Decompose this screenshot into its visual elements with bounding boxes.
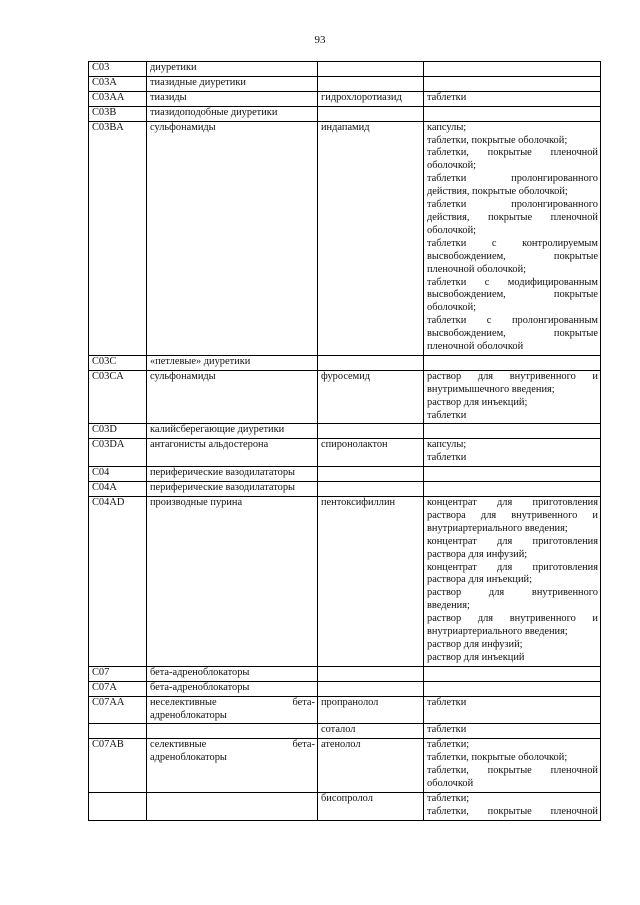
dosage-form-line: введения; bbox=[427, 600, 470, 612]
group-name-line: селективные бета- bbox=[150, 739, 315, 751]
dosage-form-line: высвобождением, покрытые bbox=[427, 250, 598, 262]
group-name-line: производные пурина bbox=[150, 497, 243, 508]
drug-name-cell: пропранолол bbox=[318, 696, 424, 724]
drug-name-cell: индапамид bbox=[318, 121, 424, 355]
dosage-form-line: таблетки, покрытые оболочкой; bbox=[427, 752, 568, 764]
dosage-form-line: таблетки, покрытые оболочкой; bbox=[427, 134, 568, 146]
table-row bbox=[89, 696, 601, 724]
dosage-form-line: таблетки с пролонгированным bbox=[427, 315, 598, 327]
table-body bbox=[89, 62, 601, 821]
group-name-cell bbox=[147, 424, 318, 439]
table-row bbox=[89, 681, 601, 696]
dosage-form-line: внутриартериального введения; bbox=[427, 522, 568, 534]
table-row bbox=[89, 91, 601, 106]
atc-code-cell: C07AB bbox=[89, 739, 147, 793]
drug-name-cell bbox=[318, 355, 424, 370]
dosage-form-cell bbox=[424, 482, 601, 497]
dosage-form-cell bbox=[424, 439, 601, 467]
dosage-form-line: таблетки с контролируемым bbox=[427, 237, 598, 249]
dosage-form-line: таблетки bbox=[427, 724, 467, 736]
dosage-form-cell bbox=[424, 724, 601, 739]
drug-name-cell: соталол bbox=[318, 724, 424, 739]
atc-code-cell: C03D bbox=[89, 424, 147, 439]
dosage-form-cell bbox=[424, 696, 601, 724]
dosage-form-line: раствор для внутривенного bbox=[427, 587, 598, 599]
drug-name-cell bbox=[318, 106, 424, 121]
group-name-line: бета-адреноблокаторы bbox=[150, 681, 250, 693]
dosage-form-line: действия, покрытые оболочкой; bbox=[427, 186, 568, 198]
page-number: 93 bbox=[314, 34, 326, 46]
atc-code-cell: C07AA bbox=[89, 696, 147, 724]
dosage-form-cell bbox=[424, 467, 601, 482]
dosage-form-line: оболочкой; bbox=[427, 224, 477, 236]
atc-code-cell: C03CA bbox=[89, 370, 147, 424]
dosage-form-line: раствор для инфузий; bbox=[427, 638, 523, 650]
drug-name-cell bbox=[318, 681, 424, 696]
group-name-cell bbox=[147, 696, 318, 724]
dosage-form-cell bbox=[424, 370, 601, 424]
drug-name-cell bbox=[318, 666, 424, 681]
dosage-form-line: высвобождением, покрытые bbox=[427, 328, 598, 340]
atc-code-cell: C03A bbox=[89, 76, 147, 91]
table-row bbox=[89, 792, 601, 820]
group-name-cell bbox=[147, 792, 318, 820]
atc-code-cell: C03BA bbox=[89, 121, 147, 355]
dosage-form-line: таблетки пролонгированного bbox=[427, 199, 598, 211]
table-row bbox=[89, 62, 601, 77]
dosage-form-line: раствор для внутривенного и bbox=[427, 613, 598, 625]
group-name-cell bbox=[147, 62, 318, 77]
group-name-cell bbox=[147, 91, 318, 106]
dosage-form-line: раствора для внутривенного и bbox=[427, 509, 598, 521]
drug-name-cell bbox=[318, 76, 424, 91]
group-name-cell bbox=[147, 497, 318, 667]
group-name-cell bbox=[147, 121, 318, 355]
dosage-form-line: таблетки, покрытые пленочной bbox=[427, 765, 598, 777]
dosage-form-cell bbox=[424, 497, 601, 667]
table-row bbox=[89, 424, 601, 439]
atc-code-cell: C07A bbox=[89, 681, 147, 696]
group-name-line: тиазиды bbox=[150, 91, 187, 103]
group-name-cell bbox=[147, 739, 318, 793]
dosage-form-cell bbox=[424, 424, 601, 439]
dosage-form-line: таблетки пролонгированного bbox=[427, 173, 598, 185]
atc-code-cell: C07 bbox=[89, 666, 147, 681]
group-name-cell bbox=[147, 482, 318, 497]
atc-code-cell: C03 bbox=[89, 62, 147, 77]
drug-name-cell: фуросемид bbox=[318, 370, 424, 424]
table-row bbox=[89, 666, 601, 681]
dosage-form-line: концентрат для приготовления bbox=[427, 497, 598, 508]
dosage-form-line: концентрат для приготовления bbox=[427, 561, 598, 573]
dosage-form-line: капсулы; bbox=[427, 121, 467, 133]
atc-code-cell: C03B bbox=[89, 106, 147, 121]
group-name-line: диуретики bbox=[150, 62, 197, 73]
group-name-line: периферические вазодилататоры bbox=[150, 482, 296, 494]
drug-name-cell: пентоксифиллин bbox=[318, 497, 424, 667]
group-name-line: адреноблокаторы bbox=[150, 752, 227, 764]
group-name-cell bbox=[147, 355, 318, 370]
drug-name-cell: спиронолактон bbox=[318, 439, 424, 467]
dosage-form-line: оболочкой; bbox=[427, 160, 477, 172]
dosage-form-line: таблетки, покрытые пленочной bbox=[427, 147, 598, 159]
dosage-form-line: оболочкой bbox=[427, 778, 474, 790]
group-name-line: сульфонамиды bbox=[150, 121, 216, 133]
atc-code-cell: C04 bbox=[89, 467, 147, 482]
table-row bbox=[89, 106, 601, 121]
drug-name-cell: атенолол bbox=[318, 739, 424, 793]
table-row bbox=[89, 467, 601, 482]
group-name-cell bbox=[147, 439, 318, 467]
dosage-form-line: таблетки с модифицированным bbox=[427, 276, 598, 288]
dosage-form-line: таблетки bbox=[427, 452, 467, 464]
dosage-form-cell bbox=[424, 62, 601, 77]
dosage-form-line: раствор для внутривенного и bbox=[427, 370, 598, 382]
dosage-form-cell bbox=[424, 681, 601, 696]
drug-name-cell: гидрохлоротиазид bbox=[318, 91, 424, 106]
group-name-cell bbox=[147, 76, 318, 91]
group-name-cell bbox=[147, 681, 318, 696]
dosage-form-cell bbox=[424, 739, 601, 793]
dosage-form-cell bbox=[424, 121, 601, 355]
dosage-form-line: пленочной оболочкой bbox=[427, 341, 524, 353]
dosage-form-line: концентрат для приготовления bbox=[427, 535, 598, 547]
dosage-form-line: раствора для инфузий; bbox=[427, 548, 528, 560]
dosage-form-cell bbox=[424, 106, 601, 121]
dosage-form-line: таблетки, покрытые пленочной bbox=[427, 805, 598, 817]
dosage-form-line: раствор для инъекций; bbox=[427, 396, 528, 408]
atc-code-cell: C03C bbox=[89, 355, 147, 370]
table-row bbox=[89, 76, 601, 91]
drug-name-cell bbox=[318, 62, 424, 77]
atc-code-cell: C03DA bbox=[89, 439, 147, 467]
group-name-line: тиазидоподобные диуретики bbox=[150, 106, 278, 118]
dosage-form-line: таблетки bbox=[427, 91, 467, 103]
dosage-form-line: пленочной оболочкой; bbox=[427, 263, 527, 275]
dosage-form-line: таблетки; bbox=[427, 739, 470, 751]
table-row bbox=[89, 370, 601, 424]
dosage-form-cell bbox=[424, 76, 601, 91]
atc-code-cell bbox=[89, 792, 147, 820]
table-row bbox=[89, 724, 601, 739]
group-name-line: неселективные бета- bbox=[150, 696, 315, 708]
atc-drug-table bbox=[88, 61, 601, 821]
table-row bbox=[89, 355, 601, 370]
group-name-line: сульфонамиды bbox=[150, 370, 216, 382]
dosage-form-cell bbox=[424, 792, 601, 820]
drug-name-cell bbox=[318, 424, 424, 439]
table-row bbox=[89, 739, 601, 793]
drug-name-cell: бисопролол bbox=[318, 792, 424, 820]
group-name-cell bbox=[147, 106, 318, 121]
dosage-form-line: таблетки; bbox=[427, 792, 470, 804]
group-name-cell bbox=[147, 467, 318, 482]
group-name-line: бета-адреноблокаторы bbox=[150, 666, 250, 678]
group-name-line: калийсберегающие диуретики bbox=[150, 424, 285, 436]
table-row bbox=[89, 482, 601, 497]
group-name-cell bbox=[147, 370, 318, 424]
group-name-cell bbox=[147, 666, 318, 681]
group-name-line: «петлевые» диуретики bbox=[150, 355, 251, 367]
dosage-form-line: раствор для инъекций bbox=[427, 651, 525, 663]
dosage-form-line: таблетки bbox=[427, 409, 467, 421]
dosage-form-cell bbox=[424, 91, 601, 106]
dosage-form-line: оболочкой; bbox=[427, 302, 477, 314]
group-name-line: антагонисты альдостерона bbox=[150, 439, 269, 451]
group-name-line: адреноблокаторы bbox=[150, 709, 227, 721]
dosage-form-cell bbox=[424, 355, 601, 370]
group-name-line: периферические вазодилататоры bbox=[150, 467, 296, 479]
group-name-cell bbox=[147, 724, 318, 739]
dosage-form-line: раствора для инъекций; bbox=[427, 574, 532, 586]
dosage-form-line: внутриартериального введения; bbox=[427, 626, 568, 638]
dosage-form-line: высвобождением, покрытые bbox=[427, 289, 598, 301]
dosage-form-line: капсулы; bbox=[427, 439, 467, 451]
dosage-form-line: таблетки bbox=[427, 696, 467, 708]
atc-code-cell: C04AD bbox=[89, 497, 147, 667]
atc-code-cell: C04A bbox=[89, 482, 147, 497]
atc-code-cell: C03AA bbox=[89, 91, 147, 106]
dosage-form-line: действия, покрытые пленочной bbox=[427, 211, 598, 223]
table-row bbox=[89, 121, 601, 355]
table-row bbox=[89, 439, 601, 467]
drug-name-cell bbox=[318, 482, 424, 497]
atc-code-cell bbox=[89, 724, 147, 739]
dosage-form-cell bbox=[424, 666, 601, 681]
group-name-line: тиазидные диуретики bbox=[150, 76, 246, 88]
table-row bbox=[89, 497, 601, 667]
dosage-form-line: внутримышечного введения; bbox=[427, 383, 555, 395]
drug-name-cell bbox=[318, 467, 424, 482]
